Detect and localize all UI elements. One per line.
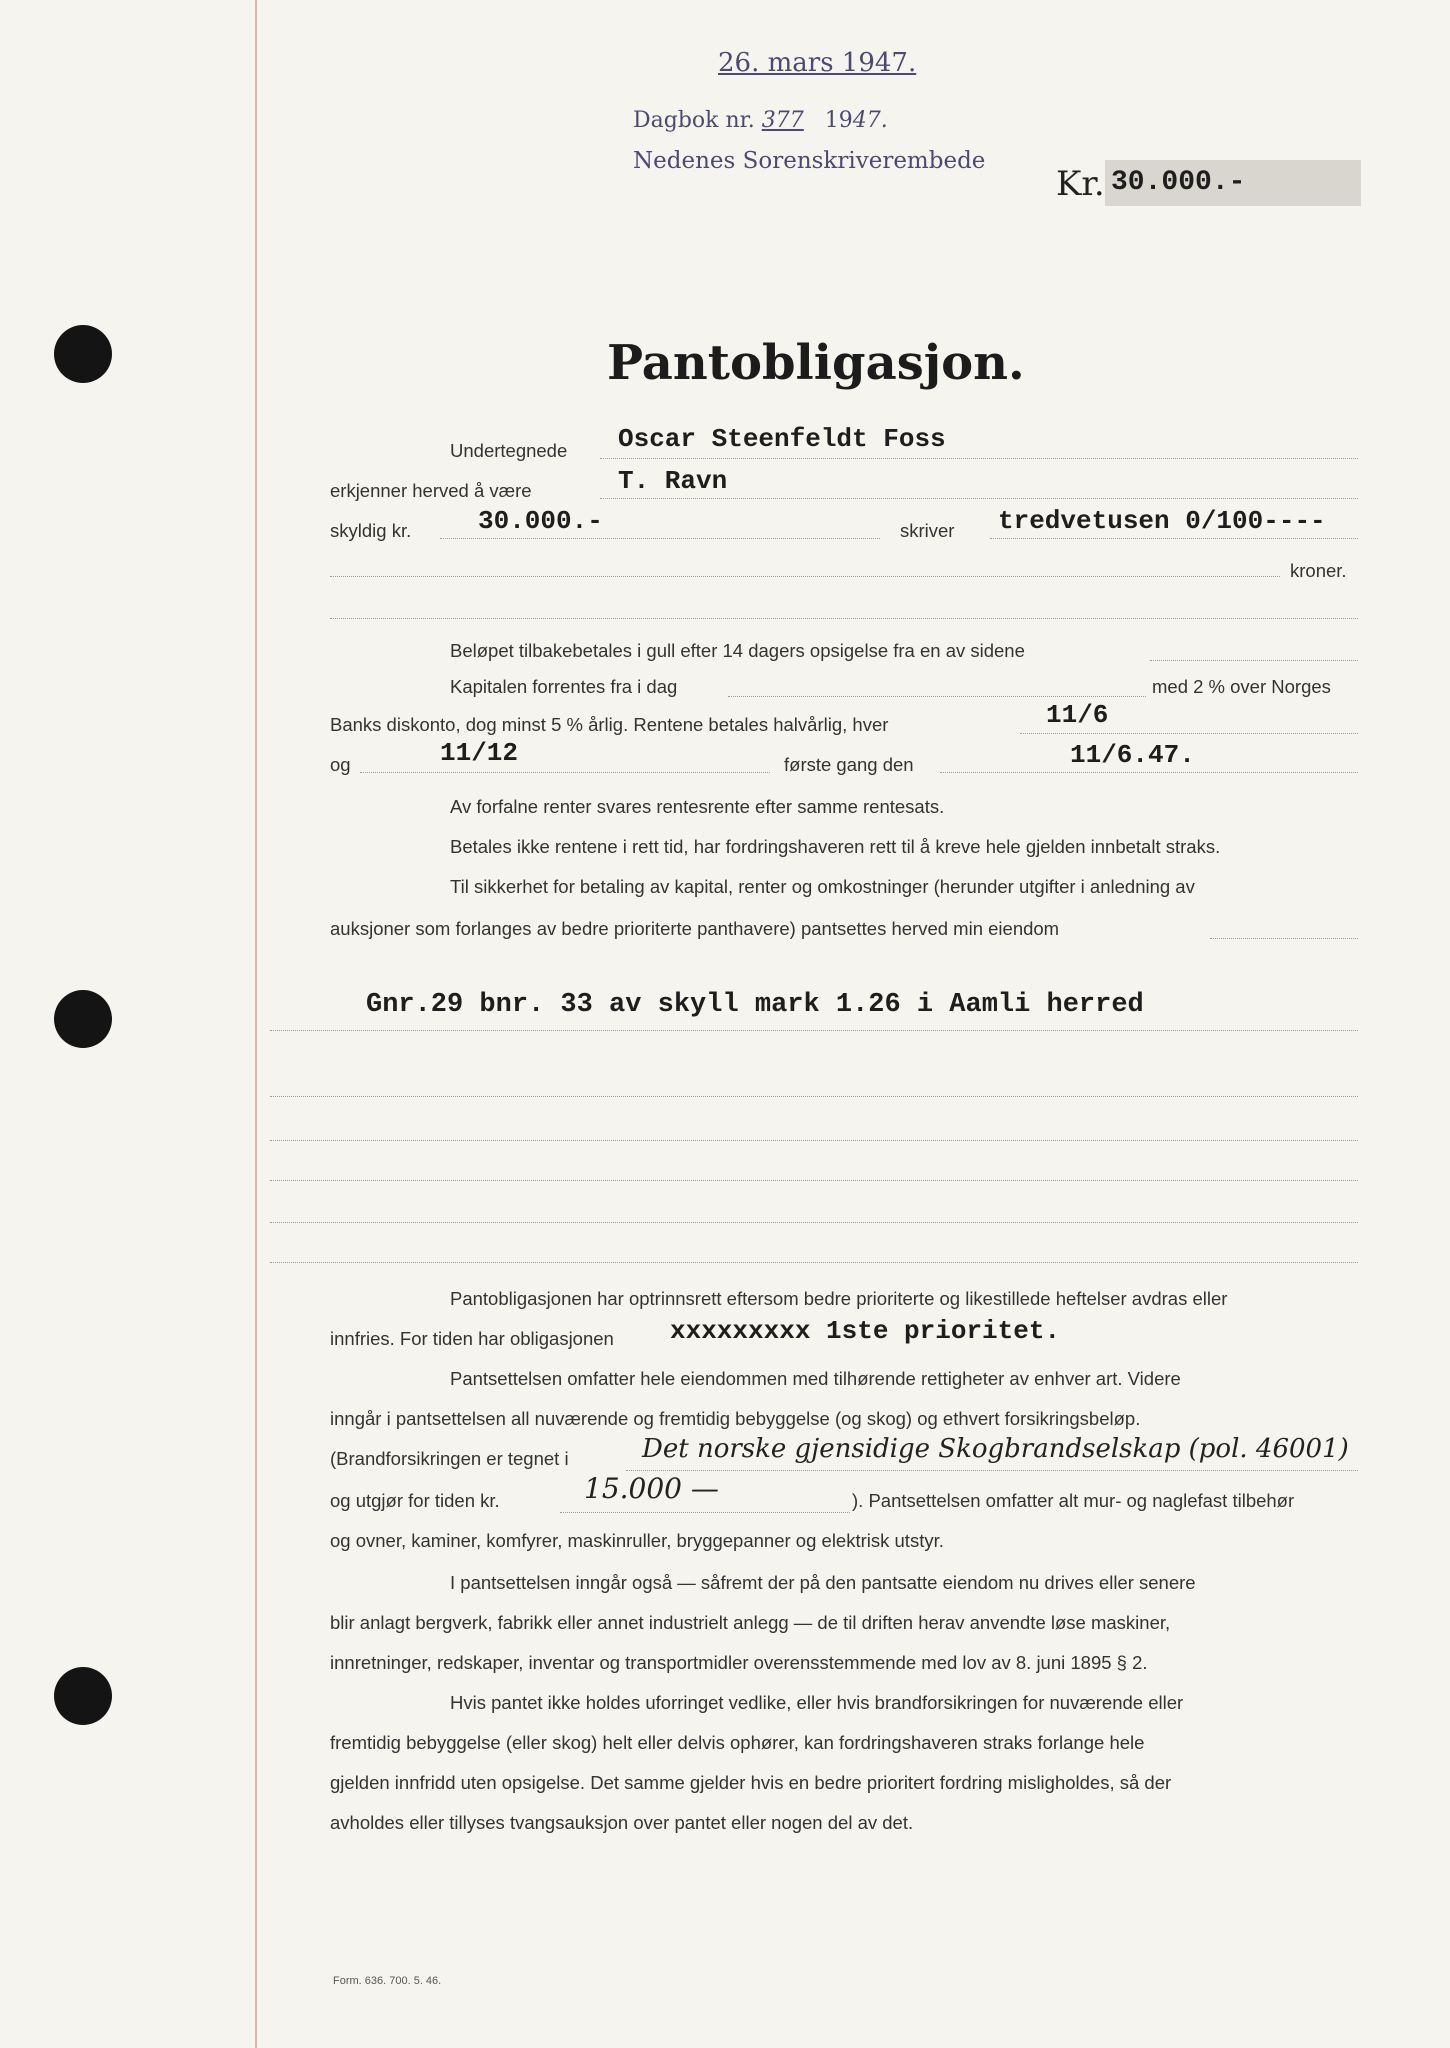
terms-line-3: Banks diskonto, dog minst 5 % årlig. Rentene betales halvårlig, hver: [330, 714, 889, 735]
kroner-label: kroner.: [1290, 560, 1347, 581]
date-stamp: 26. mars 1947.: [718, 48, 917, 78]
maintenance-line-1: Hvis pantet ikke holdes uforringet vedlike, eller hvis brandforsikringen for nuværende eller: [450, 1692, 1184, 1713]
terms-line-2a: Kapitalen forrentes fra i dag: [450, 676, 678, 697]
terms-line-4-label: første gang den: [784, 754, 914, 775]
margin-line: [255, 0, 257, 2048]
form-number: Form. 636. 700. 5. 46.: [333, 1975, 442, 1987]
terms-line-2b: med 2 % over Norges: [1152, 676, 1331, 697]
coverage-line-5: og ovner, kaminer, komfyrer, maskinruller, bryggepanner og elektrisk utstyr.: [330, 1530, 944, 1551]
industry-line-1: I pantsettelsen inngår også — såfremt der på den pantsatte eiendom nu drives eller senere: [450, 1572, 1196, 1593]
skyldig-label: skyldig kr.: [330, 520, 412, 541]
payment-date-2: 11/12: [440, 738, 519, 768]
terms-line-8: auksjoner som forlanges av bedre prioriterte panthavere) pantsettes herved min eiendom: [330, 918, 1060, 939]
dagbok-label: Dagbok nr.: [633, 108, 755, 133]
kr-amount: 30.000.-: [1105, 160, 1361, 206]
terms-line-1: Beløpet tilbakebetales i gull efter 14 dagers opsigelse fra en av sidene: [450, 640, 1025, 661]
dagbok-line: [633, 108, 888, 133]
punch-hole-middle: [54, 990, 112, 1048]
priority-line-1: Pantobligasjonen har optrinnsrett eftersom bedre prioriterte og likestillede heftelser avdras eller: [450, 1288, 1228, 1309]
kr-label: Kr.: [1056, 164, 1105, 204]
industry-line-3: innretninger, redskaper, inventar og transportmidler overensstemmende med lov av 8. juni 1895 § 2.: [330, 1652, 1148, 1673]
punch-hole-bottom: [54, 1667, 112, 1725]
coverage-line-1: Pantsettelsen omfatter hele eiendommen med tilhørende rettigheter av enhver art. Videre: [450, 1368, 1181, 1389]
maintenance-line-4: avholdes eller tillyses tvangsauksjon over pantet eller nogen del av det.: [330, 1812, 914, 1833]
terms-line-7: Til sikkerhet for betaling av kapital, renter og omkostninger (herunder utgifter i anledning av: [450, 876, 1195, 897]
terms-line-5: Av forfalne renter svares rentesrente efter samme rentesats.: [450, 796, 945, 817]
first-payment-date: 11/6.47.: [1070, 740, 1195, 770]
punch-hole-top: [54, 325, 112, 383]
priority-value: xxxxxxxxx 1ste prioritet.: [670, 1316, 1061, 1346]
undertegnede-label: Undertegnede: [450, 440, 568, 461]
insurance-amount-handwritten: 15.000 —: [584, 1472, 719, 1505]
property-description: Gnr.29 bnr. 33 av skyll mark 1.26 i Aamli herred: [366, 990, 1144, 1020]
skyldig-value: 30.000.-: [478, 506, 603, 536]
maintenance-line-2: fremtidig bebyggelse (eller skog) helt eller delvis ophører, kan fordringshaveren straks forlange hele: [330, 1732, 1145, 1753]
erkjenner-label: erkjenner herved å være: [330, 480, 532, 501]
priority-line-2: innfries. For tiden har obligasjonen: [330, 1328, 614, 1349]
industry-line-2: blir anlagt bergverk, fabrikk eller annet industrielt anlegg — de til driften herav anvendte løse maskiner,: [330, 1612, 1171, 1633]
coverage-line-2: inngår i pantsettelsen all nuværende og fremtidig bebyggelse (og skog) og ethvert forsikringsbeløp.: [330, 1408, 1141, 1429]
coverage-line-4b: ). Pantsettelsen omfatter alt mur- og naglefast tilbehør: [852, 1490, 1295, 1511]
payment-date-1: 11/6: [1046, 700, 1109, 730]
dagbok-year-suffix: 47.: [852, 108, 888, 133]
skriver-value: tredvetusen 0/100----: [998, 506, 1326, 536]
insurer-handwritten: Det norske gjensidige Skogbrandselskap (pol. 46001): [642, 1434, 1349, 1464]
terms-line-4-og: og: [330, 754, 351, 775]
office-stamp: Nedenes Sorenskriverembede: [633, 148, 986, 174]
maintenance-line-3: gjelden innfridd uten opsigelse. Det samme gjelder hvis en bedre prioritert fordring misligholdes, så der: [330, 1772, 1172, 1793]
undertegnede-value: Oscar Steenfeldt Foss: [618, 424, 946, 454]
erkjenner-value: T. Ravn: [618, 466, 728, 496]
terms-line-6: Betales ikke rentene i rett tid, har fordringshaveren rett til å kreve hele gjelden innbetalt straks.: [450, 836, 1221, 857]
page-title: Pantobligasjon.: [607, 335, 1025, 391]
coverage-line-4a: og utgjør for tiden kr.: [330, 1490, 500, 1511]
dagbok-number: 377: [761, 108, 804, 133]
coverage-line-3: (Brandforsikringen er tegnet i: [330, 1448, 569, 1469]
dagbok-year-prefix: 19: [824, 108, 853, 133]
skriver-label: skriver: [900, 520, 955, 541]
